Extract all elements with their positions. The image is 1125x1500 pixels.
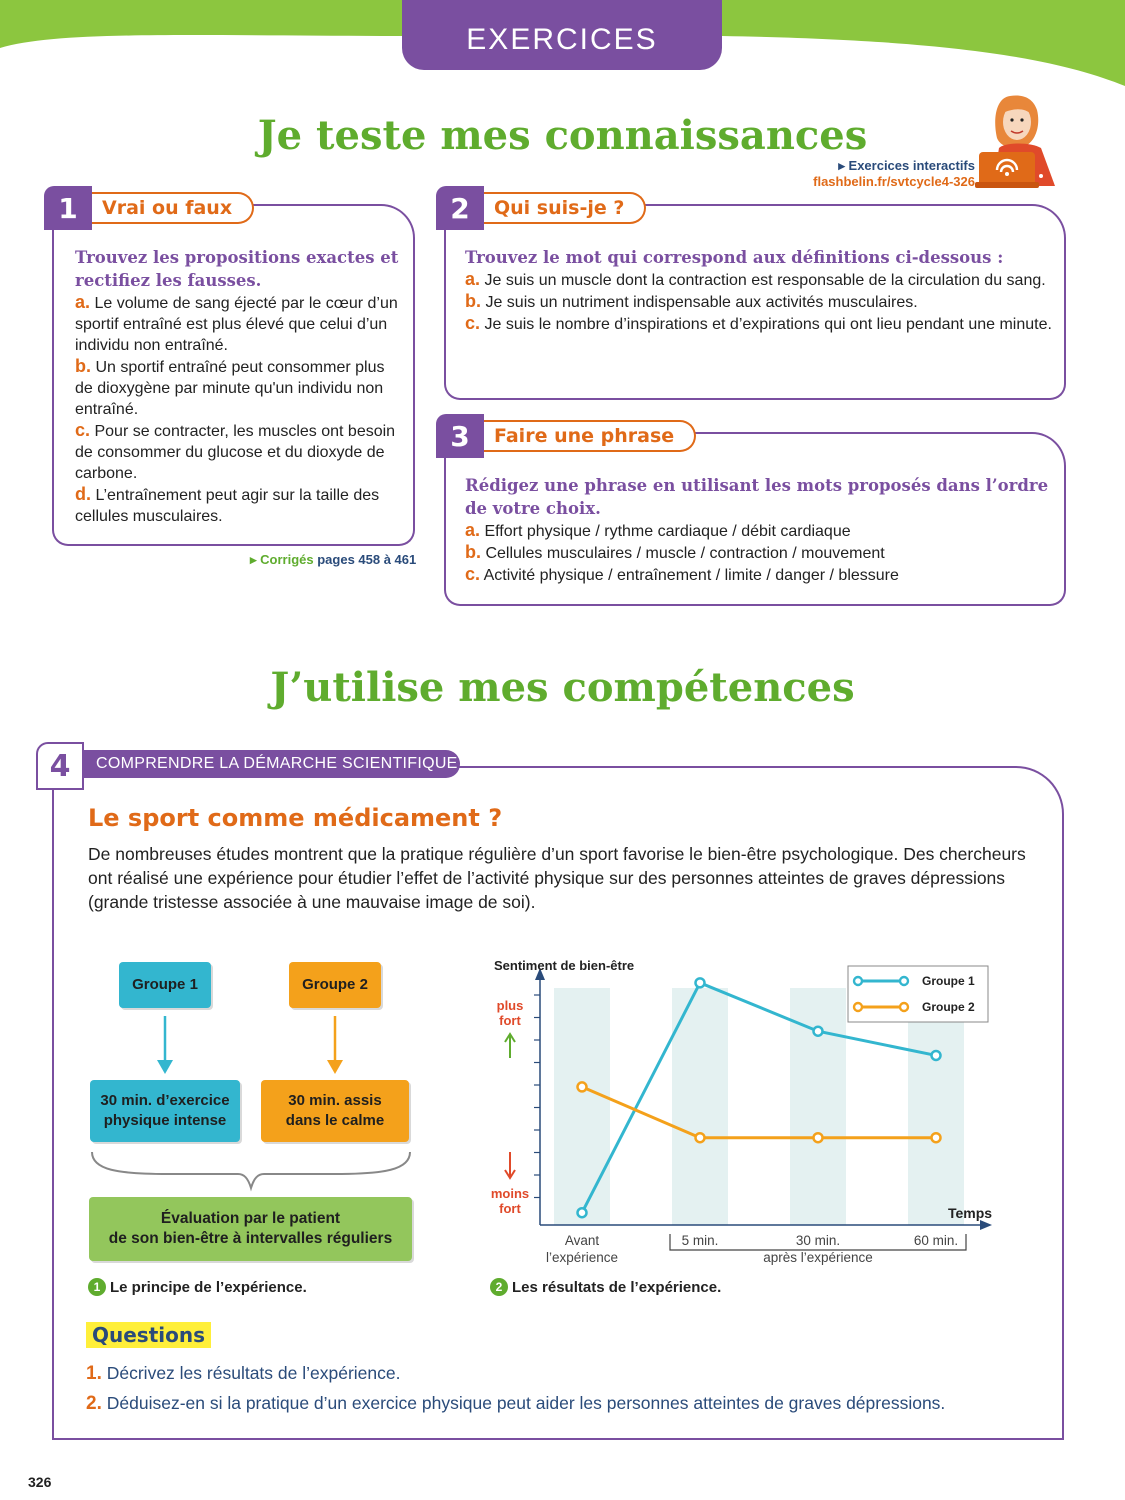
exercise-4-frame-top bbox=[450, 766, 992, 768]
action-1-line1: 30 min. d’exercice bbox=[100, 1092, 230, 1109]
exercise-1-item bbox=[75, 484, 405, 527]
item-text: Pour se contracter, les muscles ont besoin de consommer du glucose et du dioxyde de carbone. bbox=[75, 423, 396, 482]
action-2-line1: 30 min. assis bbox=[288, 1092, 382, 1109]
question-text: Décrivez les résultats de l’expérience. bbox=[106, 1363, 401, 1383]
x-tick-label: 60 min. bbox=[913, 1233, 959, 1248]
page-number: 326 bbox=[28, 1474, 52, 1490]
data-point-group-1 bbox=[932, 1051, 941, 1060]
data-point-group-1 bbox=[578, 1208, 587, 1217]
item-text: Le volume de sang éjecté par le cœur d’un sportif entraîné est plus élevé que celui d’un individu non entraîné. bbox=[75, 295, 398, 354]
interactive-exercises-link[interactable] bbox=[813, 158, 975, 190]
exercise-1-item bbox=[75, 292, 405, 356]
exercise-3-content bbox=[465, 474, 1055, 586]
exercise-3-label: Faire une phrase bbox=[484, 420, 696, 452]
y-axis-label: Sentiment de bien-être bbox=[494, 958, 635, 973]
x-tick-label: 5 min. bbox=[681, 1233, 719, 1248]
competence-banner: COMPRENDRE LA DÉMARCHE SCIENTIFIQUE bbox=[84, 750, 460, 778]
exercise-2-content bbox=[465, 246, 1055, 335]
exercise-1-item bbox=[75, 420, 405, 484]
legend-marker bbox=[854, 1003, 862, 1011]
item-letter: b. bbox=[465, 542, 481, 562]
up-arrow-icon bbox=[505, 1034, 515, 1058]
y-bottom-label-2: fort bbox=[499, 1201, 521, 1216]
data-point-group-2 bbox=[932, 1133, 941, 1142]
section-title-knowledge: Je teste mes connaissances bbox=[257, 112, 868, 159]
chart-bands bbox=[554, 988, 964, 1225]
exercise-3-item bbox=[465, 520, 1055, 542]
exercise-4-frame-left bbox=[52, 785, 54, 1440]
exercise-1-item bbox=[75, 356, 405, 420]
exercise-3-number: 3 bbox=[436, 414, 484, 458]
x-axis-arrow bbox=[980, 1220, 992, 1230]
exercise-4-frame-corner bbox=[990, 766, 1064, 836]
item-text: L’entraînement peut agir sur la taille des cellules musculaires. bbox=[75, 487, 380, 525]
exercise-4-intro: De nombreuses études montrent que la pratique régulière d’un sport favorise le bien-être psychologique. Des chercheurs ont réalisé une expérience pour étudier l’effet de l’activité physique sur des personnes atteintes de graves dépressions (grande tristesse associée à une mauvaise image de soi). bbox=[88, 844, 1026, 912]
item-letter: c. bbox=[75, 420, 91, 440]
item-text: Je suis un muscle dont la contraction est responsable de la circulation du sang. bbox=[484, 272, 1046, 289]
exercise-4-frame-right bbox=[1062, 830, 1064, 1440]
exercise-1-topline bbox=[240, 204, 352, 206]
down-arrow-icon bbox=[505, 1152, 515, 1178]
legend-label-group-1: Groupe 1 bbox=[922, 974, 975, 988]
questions-title: Questions bbox=[86, 1322, 211, 1348]
y-bottom-label-1: moins bbox=[490, 1186, 530, 1201]
y-top-label-2: fort bbox=[499, 1013, 521, 1028]
chart-column-band bbox=[554, 988, 610, 1225]
legend-label-group-2: Groupe 2 bbox=[922, 1000, 975, 1014]
item-text: Un sportif entraîné peut consommer plus de dioxygène par minute qu'un individu non entraîné. bbox=[75, 359, 385, 418]
item-letter: b. bbox=[465, 291, 481, 311]
legend-marker bbox=[854, 977, 862, 985]
exercise-2-item bbox=[465, 291, 1055, 313]
group-1-box: Groupe 1 bbox=[119, 962, 211, 1008]
evaluation-line2: de son bien-être à intervalles réguliers bbox=[108, 1230, 393, 1247]
exercise-1-instruction: Trouvez les propositions exactes et rectifiez les fausses. bbox=[75, 248, 399, 290]
action-2-box bbox=[261, 1080, 409, 1142]
section-title-skills: J’utilise mes compétences bbox=[270, 664, 855, 711]
x-tick-label: Avant bbox=[564, 1233, 600, 1248]
evaluation-box bbox=[89, 1197, 412, 1261]
item-text: Je suis un nutriment indispensable aux activités musculaires. bbox=[485, 294, 918, 311]
exercise-2-item bbox=[465, 269, 1055, 291]
item-letter: a. bbox=[465, 520, 481, 540]
exercise-4-title: Le sport comme médicament ? bbox=[88, 804, 503, 832]
action-1-line2: physique intense bbox=[103, 1112, 227, 1129]
legend-marker bbox=[900, 977, 908, 985]
exercise-1-label: Vrai ou faux bbox=[92, 192, 254, 224]
corriges-prefix: ▸ Corrigés bbox=[250, 552, 314, 567]
chart-legend bbox=[848, 966, 988, 1022]
exercise-2-label: Qui suis-je ? bbox=[484, 192, 646, 224]
interactive-label: ▸ Exercices interactifs bbox=[838, 158, 975, 173]
x-tick-label: 30 min. bbox=[795, 1233, 841, 1248]
exercise-3-item bbox=[465, 542, 1055, 564]
item-letter: a. bbox=[465, 269, 481, 289]
item-text: Effort physique / rythme cardiaque / débit cardiaque bbox=[484, 523, 851, 540]
caption-text: Les résultats de l’expérience. bbox=[512, 1279, 722, 1296]
action-2-line2: dans le calme bbox=[285, 1112, 385, 1129]
caption-text: Le principe de l’expérience. bbox=[110, 1279, 307, 1296]
corriges-link[interactable] bbox=[250, 552, 416, 568]
exercise-2-topline bbox=[628, 204, 1028, 206]
exercise-1-corner bbox=[350, 204, 415, 244]
item-letter: b. bbox=[75, 356, 91, 376]
corriges-pages: pages 458 à 461 bbox=[317, 552, 417, 567]
item-text: Je suis le nombre d’inspirations et d’expirations qui ont lieu pendant une minute. bbox=[484, 316, 1052, 333]
item-text: Cellules musculaires / muscle / contraction / mouvement bbox=[485, 545, 885, 562]
data-point-group-2 bbox=[814, 1133, 823, 1142]
evaluation-line1: Évaluation par le patient bbox=[160, 1210, 341, 1227]
after-experiment-label: après l’expérience bbox=[763, 1250, 873, 1265]
chart-column-band bbox=[908, 988, 964, 1225]
exercise-2-number: 2 bbox=[436, 186, 484, 230]
question-text: Déduisez-en si la pratique d’un exercice physique peut aider les personnes atteintes de graves dépressions. bbox=[106, 1393, 946, 1413]
exercise-3-topline bbox=[672, 432, 1028, 434]
y-top-label-1: plus bbox=[496, 998, 524, 1013]
exercise-3-item bbox=[465, 564, 1055, 586]
curly-brace bbox=[88, 1148, 414, 1194]
exercise-2-instruction: Trouvez le mot qui correspond aux définitions ci-dessous : bbox=[465, 248, 1004, 267]
item-letter: c. bbox=[465, 313, 481, 333]
exercise-3-corner bbox=[1000, 432, 1066, 472]
question-number: 2. bbox=[86, 1393, 102, 1414]
exercise-3-instruction: Rédigez une phrase en utilisant les mots proposés dans l’ordre de votre choix. bbox=[465, 476, 1049, 518]
question-2 bbox=[86, 1393, 945, 1415]
diagram-arrows bbox=[150, 1010, 410, 1080]
x-tick-label: l’expérience bbox=[545, 1250, 619, 1265]
group-2-box: Groupe 2 bbox=[289, 962, 381, 1008]
caption-document-1 bbox=[88, 1278, 307, 1296]
exercise-2-corner bbox=[1000, 204, 1066, 244]
data-point-group-1 bbox=[696, 978, 705, 987]
caption-number-badge: 2 bbox=[490, 1278, 508, 1296]
exercices-header-tab: EXERCICES bbox=[402, 0, 722, 70]
interactive-url[interactable]: flashbelin.fr/svtcycle4-326 bbox=[813, 174, 975, 189]
item-text: Activité physique / entraînement / limite / danger / blessure bbox=[483, 567, 899, 584]
y-ticks bbox=[534, 995, 540, 1198]
wellbeing-line-chart bbox=[480, 950, 1010, 1275]
exercise-4-number: 4 bbox=[36, 742, 84, 790]
data-point-group-2 bbox=[578, 1082, 587, 1091]
item-letter: c. bbox=[465, 564, 481, 584]
data-point-group-2 bbox=[696, 1133, 705, 1142]
x-axis-label: Temps bbox=[947, 1205, 993, 1221]
question-number: 1. bbox=[86, 1363, 102, 1384]
data-point-group-1 bbox=[814, 1027, 823, 1036]
exercise-4-frame-bottom bbox=[52, 1438, 1064, 1440]
item-letter: d. bbox=[75, 484, 91, 504]
exercise-1-content bbox=[75, 246, 405, 527]
legend-marker bbox=[900, 1003, 908, 1011]
caption-document-2 bbox=[490, 1278, 721, 1296]
exercise-1-number: 1 bbox=[44, 186, 92, 230]
girl-laptop-illustration bbox=[975, 86, 1070, 191]
item-letter: a. bbox=[75, 292, 91, 312]
action-1-box bbox=[90, 1080, 240, 1142]
question-1 bbox=[86, 1363, 400, 1385]
exercise-2-item bbox=[465, 313, 1055, 335]
caption-number-badge: 1 bbox=[88, 1278, 106, 1296]
